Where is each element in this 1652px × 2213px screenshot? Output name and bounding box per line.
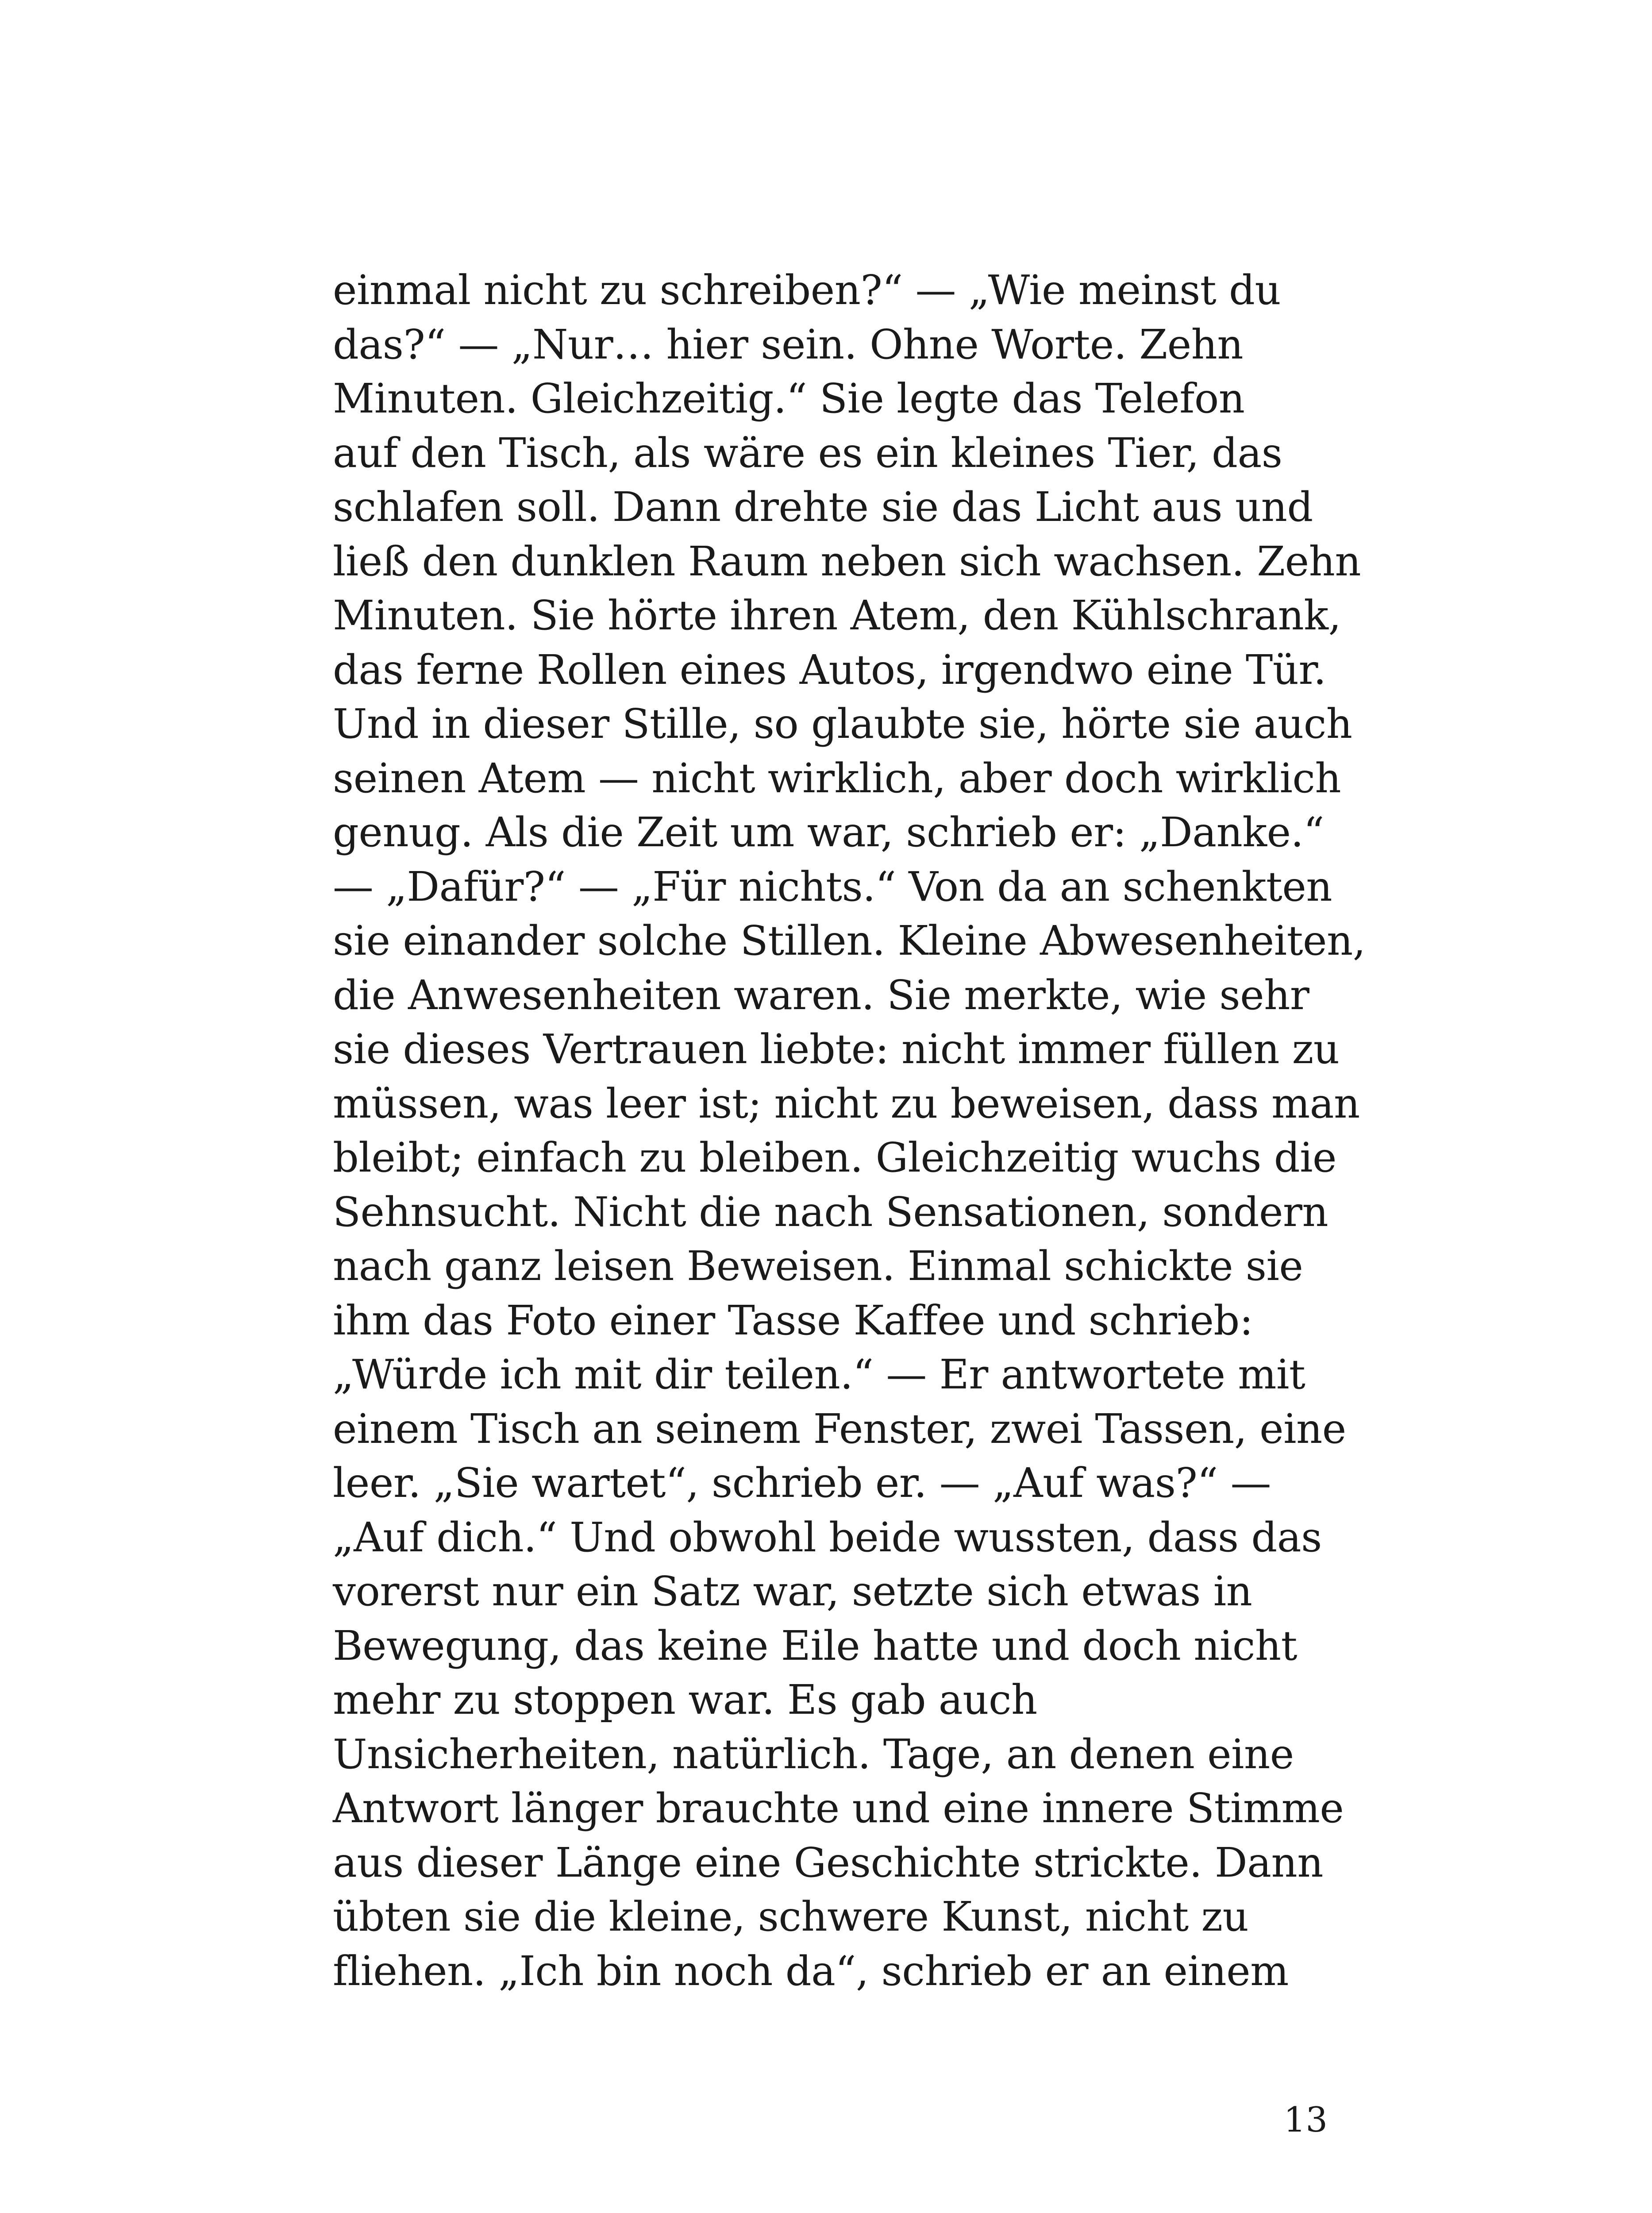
text-line: nach ganz leisen Beweisen. Einmal schickte sie xyxy=(333,1242,1303,1290)
text-line: müssen, was leer ist; nicht zu beweisen, dass man xyxy=(333,1080,1360,1127)
page-number: 13 xyxy=(1283,2100,1328,2140)
text-line: Sehnsucht. Nicht die nach Sensationen, sondern xyxy=(333,1188,1329,1236)
text-line: aus dieser Länge eine Geschichte strickte. Dann xyxy=(333,1839,1323,1886)
text-line: ihm das Foto einer Tasse Kaffee und schrieb: xyxy=(333,1296,1253,1344)
body-text xyxy=(333,263,1366,1998)
text-line: Minuten. Sie hörte ihren Atem, den Kühlschrank, xyxy=(333,592,1341,639)
text-line: übten sie die kleine, schwere Kunst, nicht zu xyxy=(333,1893,1249,1940)
text-line: — „Dafür?“ — „Für nichts.“ Von da an schenkten xyxy=(333,863,1332,910)
text-line: Antwort länger brauchte und eine innere Stimme xyxy=(333,1785,1344,1832)
text-line: das ferne Rollen eines Autos, irgendwo eine Tür. xyxy=(333,646,1326,694)
text-line: einem Tisch an seinem Fenster, zwei Tassen, eine xyxy=(333,1405,1346,1453)
text-line: seinen Atem — nicht wirklich, aber doch wirklich xyxy=(333,754,1341,802)
text-line: genug. Als die Zeit um war, schrieb er: „Danke.“ xyxy=(333,809,1324,856)
text-line: Bewegung, das keine Eile hatte und doch nicht xyxy=(333,1622,1298,1669)
text-line: leer. „Sie wartet“, schrieb er. — „Auf was?“ — xyxy=(333,1459,1271,1507)
text-line: das?“ — „Nur… hier sein. Ohne Worte. Zehn xyxy=(333,320,1244,368)
text-line: mehr zu stoppen war. Es gab auch xyxy=(333,1676,1037,1723)
text-line: einmal nicht zu schreiben?“ — „Wie meinst du xyxy=(333,266,1281,314)
text-line: auf den Tisch, als wäre es ein kleines Tier, das xyxy=(333,429,1282,477)
text-line: schlafen soll. Dann drehte sie das Licht aus und xyxy=(333,483,1313,531)
text-line: ließ den dunklen Raum neben sich wachsen. Zehn xyxy=(333,537,1361,585)
text-line: sie einander solche Stillen. Kleine Abwesenheiten, xyxy=(333,917,1366,964)
text-line: Unsicherheiten, natürlich. Tage, an denen eine xyxy=(333,1730,1294,1778)
text-line: vorerst nur ein Satz war, setzte sich etwas in xyxy=(333,1568,1252,1615)
text-line: fliehen. „Ich bin noch da“, schrieb er an einem xyxy=(333,1947,1289,1995)
text-line: Und in dieser Stille, so glaubte sie, hörte sie auch xyxy=(333,700,1352,748)
text-line: „Würde ich mit dir teilen.“ — Er antwortete mit xyxy=(333,1351,1305,1398)
text-line: Minuten. Gleichzeitig.“ Sie legte das Telefon xyxy=(333,375,1245,422)
text-line: sie dieses Vertrauen liebte: nicht immer füllen zu xyxy=(333,1026,1340,1073)
text-line: „Auf dich.“ Und obwohl beide wussten, dass das xyxy=(333,1513,1322,1561)
text-line: die Anwesenheiten waren. Sie merkte, wie sehr xyxy=(333,971,1309,1019)
text-line: bleibt; einfach zu bleiben. Gleichzeitig wuchs die xyxy=(333,1134,1336,1181)
